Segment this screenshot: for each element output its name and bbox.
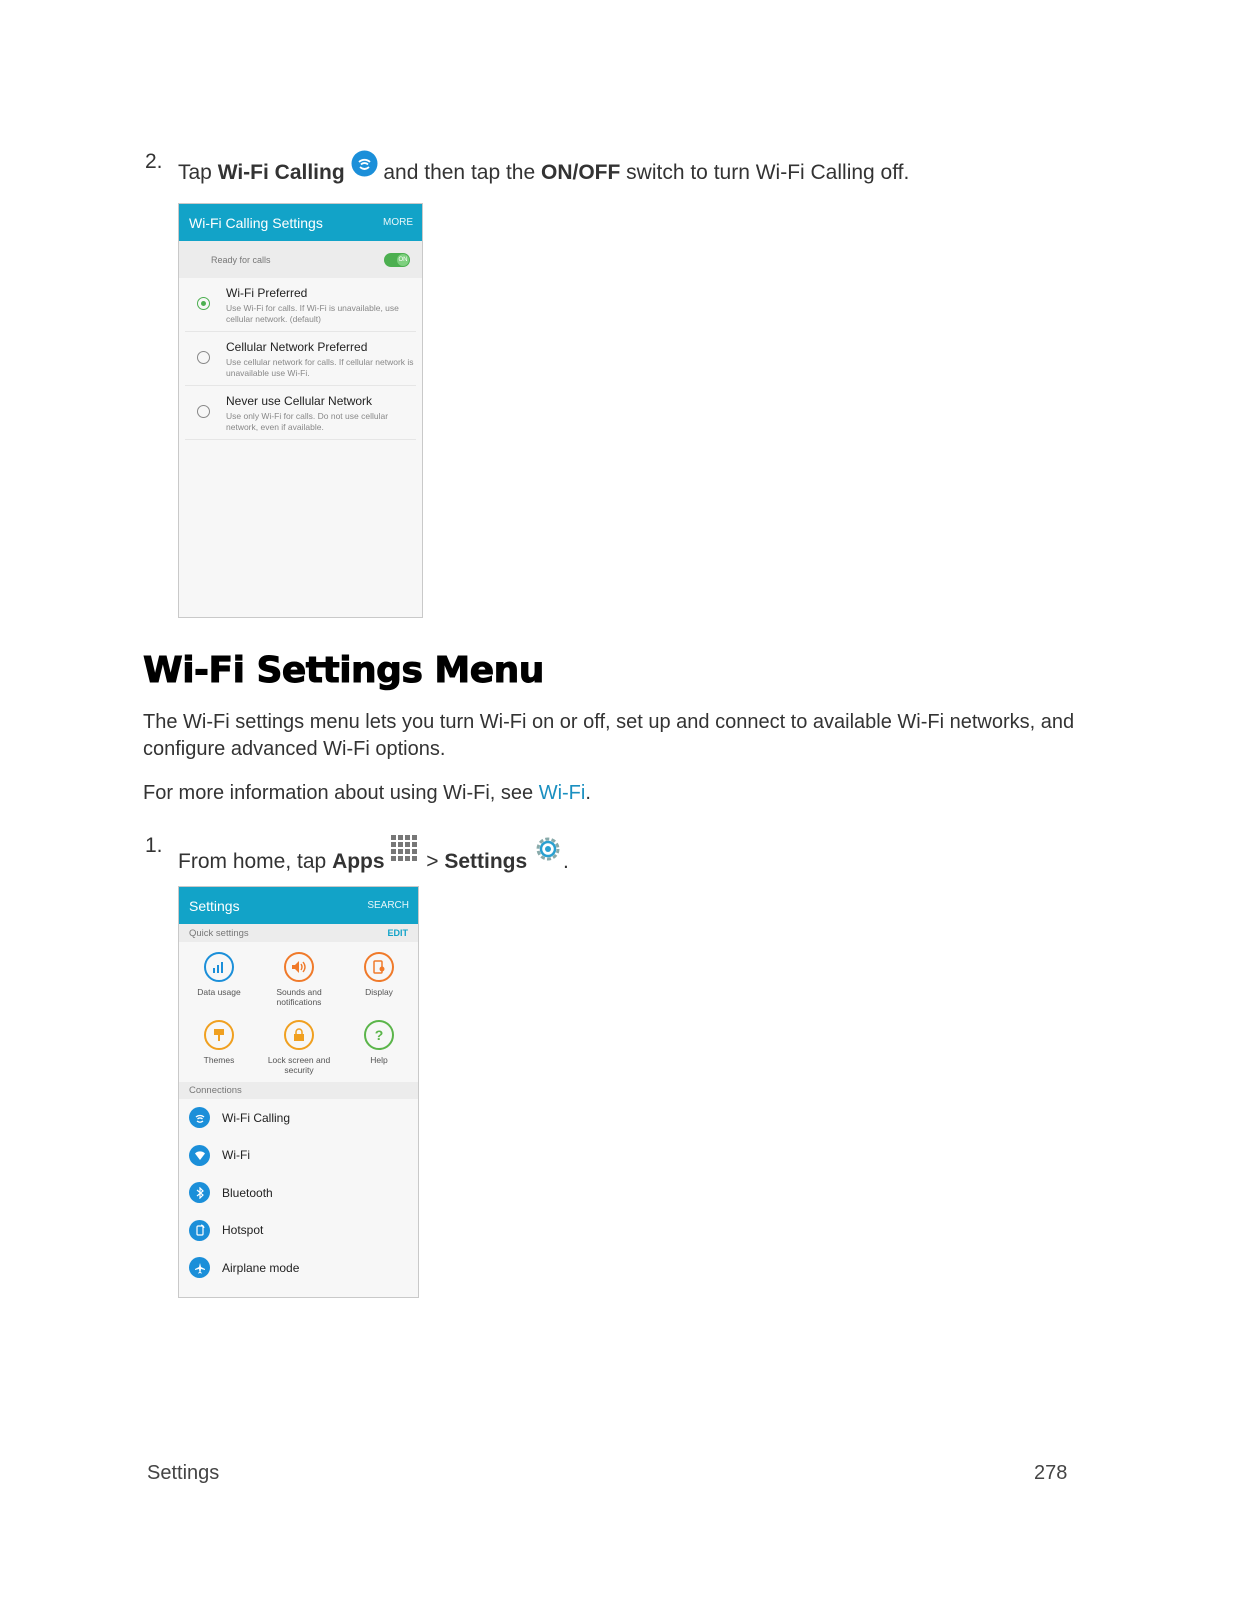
step-text: Tap bbox=[178, 161, 218, 184]
quick-label: Data usage bbox=[197, 987, 241, 997]
wifi-calling-icon bbox=[351, 150, 378, 183]
quick-settings-label: Quick settings bbox=[189, 927, 249, 939]
more-button[interactable]: MORE bbox=[383, 217, 413, 228]
option-title: Wi-Fi Preferred bbox=[226, 286, 308, 300]
quick-settings-header bbox=[179, 924, 418, 942]
wifi-calling-term: Wi-Fi Calling bbox=[217, 161, 345, 184]
quick-help[interactable] bbox=[339, 1018, 419, 1080]
connection-hotspot[interactable] bbox=[179, 1212, 418, 1250]
connection-label: Bluetooth bbox=[222, 1185, 273, 1200]
option-cellular-preferred[interactable] bbox=[185, 332, 416, 386]
settings-screenshot bbox=[178, 886, 419, 1298]
footer-section: Settings bbox=[147, 1462, 220, 1484]
step-text: From home, tap bbox=[178, 850, 333, 873]
connection-wifi[interactable] bbox=[179, 1137, 418, 1175]
option-title: Cellular Network Preferred bbox=[226, 340, 368, 354]
connection-airplane-mode[interactable] bbox=[179, 1249, 418, 1287]
lock-icon bbox=[284, 1020, 314, 1050]
connection-label: Wi-Fi Calling bbox=[222, 1110, 291, 1125]
ready-row bbox=[179, 241, 422, 278]
themes-icon bbox=[204, 1020, 234, 1050]
option-wifi-preferred[interactable] bbox=[185, 278, 416, 332]
option-desc: Use cellular network for calls. If cellular network is unavailable use Wi-Fi. bbox=[226, 357, 414, 378]
display-icon bbox=[364, 952, 394, 982]
radio-icon[interactable] bbox=[197, 405, 210, 418]
data-usage-icon bbox=[204, 952, 234, 982]
quick-label: Themes bbox=[203, 1055, 235, 1065]
quick-label: Lock screen and security bbox=[267, 1055, 331, 1075]
step-text: . bbox=[563, 850, 569, 873]
wifi-calling-icon bbox=[189, 1107, 210, 1128]
quick-sounds[interactable] bbox=[259, 950, 339, 1012]
settings-gear-icon bbox=[533, 834, 563, 870]
quick-label: Help bbox=[370, 1055, 388, 1065]
wifi-link[interactable]: Wi-Fi bbox=[538, 782, 586, 804]
connection-bluetooth[interactable] bbox=[179, 1174, 418, 1212]
connections-header: Connections bbox=[179, 1082, 418, 1099]
quick-lock-screen[interactable] bbox=[259, 1018, 339, 1080]
quick-themes[interactable] bbox=[179, 1018, 259, 1080]
wifi-icon bbox=[189, 1145, 210, 1166]
option-title: Never use Cellular Network bbox=[226, 394, 373, 408]
ready-label: Ready for calls bbox=[211, 254, 271, 265]
step-number: 1. bbox=[145, 834, 163, 857]
radio-icon[interactable] bbox=[197, 351, 210, 364]
on-off-term: ON/OFF bbox=[541, 161, 621, 184]
section-intro: The Wi-Fi settings menu lets you turn Wi-Fi on or off, set up and connect to available Wi-Fi networks, and configure advanced Wi-Fi options. bbox=[143, 711, 1075, 760]
step-1 bbox=[145, 834, 163, 858]
on-off-toggle[interactable] bbox=[384, 253, 410, 267]
app-bar bbox=[179, 887, 418, 924]
step-2-text bbox=[178, 150, 909, 185]
radio-selected-icon[interactable] bbox=[197, 297, 210, 310]
step-2 bbox=[145, 150, 163, 174]
connection-label: Wi-Fi bbox=[222, 1148, 250, 1163]
hotspot-icon bbox=[189, 1220, 210, 1241]
step-text: and then tap the bbox=[383, 161, 541, 184]
settings-term: Settings bbox=[444, 850, 528, 873]
help-icon: ? bbox=[364, 1020, 394, 1050]
more-info-text: For more information about using Wi-Fi, see bbox=[143, 782, 539, 804]
connection-label: Hotspot bbox=[222, 1223, 264, 1238]
connection-label: Airplane mode bbox=[222, 1260, 300, 1275]
period: . bbox=[585, 782, 591, 804]
screen-title: Wi-Fi Calling Settings bbox=[189, 214, 323, 231]
step-1-text bbox=[178, 834, 569, 874]
connection-wifi-calling[interactable] bbox=[179, 1099, 418, 1137]
screen-title: Settings bbox=[189, 897, 240, 914]
apps-grid-icon bbox=[390, 834, 420, 870]
step-text: switch to turn Wi-Fi Calling off. bbox=[620, 161, 910, 184]
quick-display[interactable] bbox=[339, 950, 419, 1012]
option-never-cellular[interactable] bbox=[185, 386, 416, 440]
toggle-label: ON bbox=[397, 254, 409, 266]
section-heading: Wi-Fi Settings Menu bbox=[143, 650, 544, 691]
airplane-icon bbox=[189, 1257, 210, 1278]
quick-label: Display bbox=[365, 987, 393, 997]
bluetooth-icon bbox=[189, 1182, 210, 1203]
option-desc: Use Wi-Fi for calls. If Wi-Fi is unavailable, use cellular network. (default) bbox=[226, 303, 399, 324]
edit-button[interactable]: EDIT bbox=[387, 928, 408, 938]
option-desc: Use only Wi-Fi for calls. Do not use cellular network, even if available. bbox=[226, 411, 389, 432]
search-button[interactable]: SEARCH bbox=[367, 900, 409, 911]
wifi-calling-settings-screenshot bbox=[178, 203, 423, 618]
step-text: > bbox=[420, 850, 445, 873]
apps-term: Apps bbox=[332, 850, 385, 873]
quick-label: Sounds and notifications bbox=[276, 987, 322, 1007]
page-number: 278 bbox=[1034, 1462, 1068, 1484]
quick-settings-grid bbox=[179, 942, 418, 1080]
step-number: 2. bbox=[145, 150, 163, 173]
sound-icon bbox=[284, 952, 314, 982]
more-info bbox=[143, 780, 591, 807]
quick-data-usage[interactable] bbox=[179, 950, 259, 1012]
app-bar bbox=[179, 204, 422, 241]
